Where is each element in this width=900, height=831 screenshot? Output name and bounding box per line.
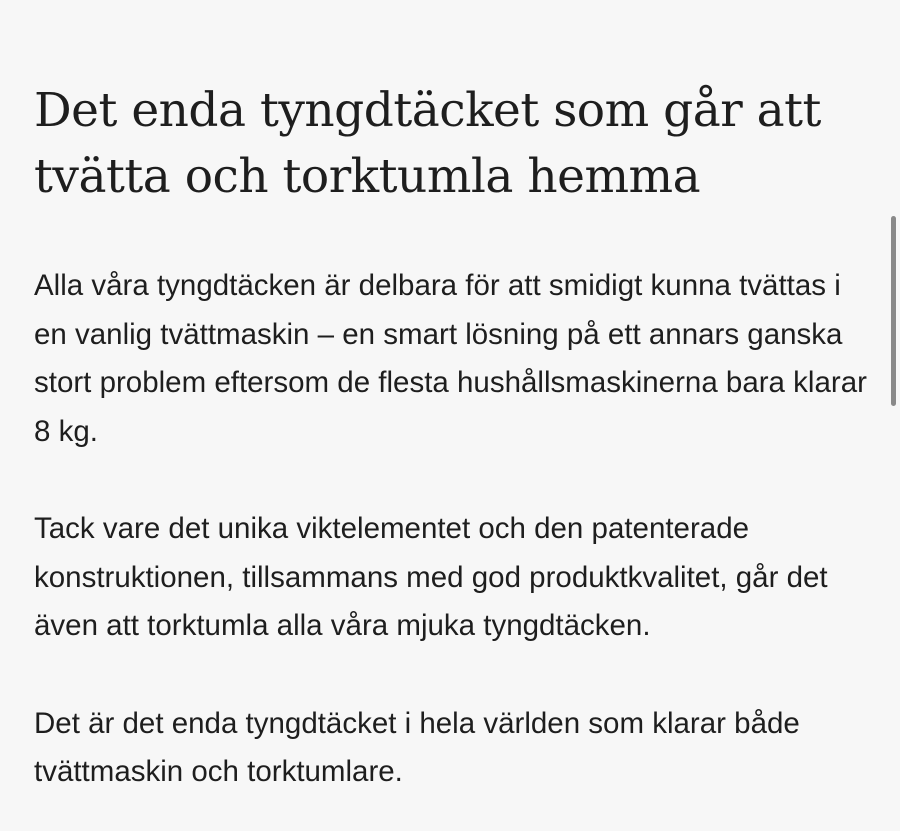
- article-heading: Det enda tyngdtäcket som går att tvätta och torktumla hemma: [34, 83, 821, 204]
- article-content: [34, 78, 874, 797]
- article-paragraph-3: Det är det enda tyngdtäcket i hela världen som klarar både tvättmaskin och torktumlare.: [34, 706, 800, 788]
- article-paragraph-2: Tack vare det unika viktelementet och den patenterade konstruktionen, tillsammans med god produktkvalitet, går det även att torktumla alla våra mjuka tyngdtäcken.: [34, 512, 828, 642]
- article-paragraph-1: Alla våra tyngdtäcken är delbara för att smidigt kunna tvättas i en vanlig tvättmaskin – en smart lösning på ett annars ganska stort problem eftersom de flesta hushållsmaskinerna bara klarar 8 kg.: [34, 269, 867, 448]
- vertical-scrollbar[interactable]: [891, 216, 896, 406]
